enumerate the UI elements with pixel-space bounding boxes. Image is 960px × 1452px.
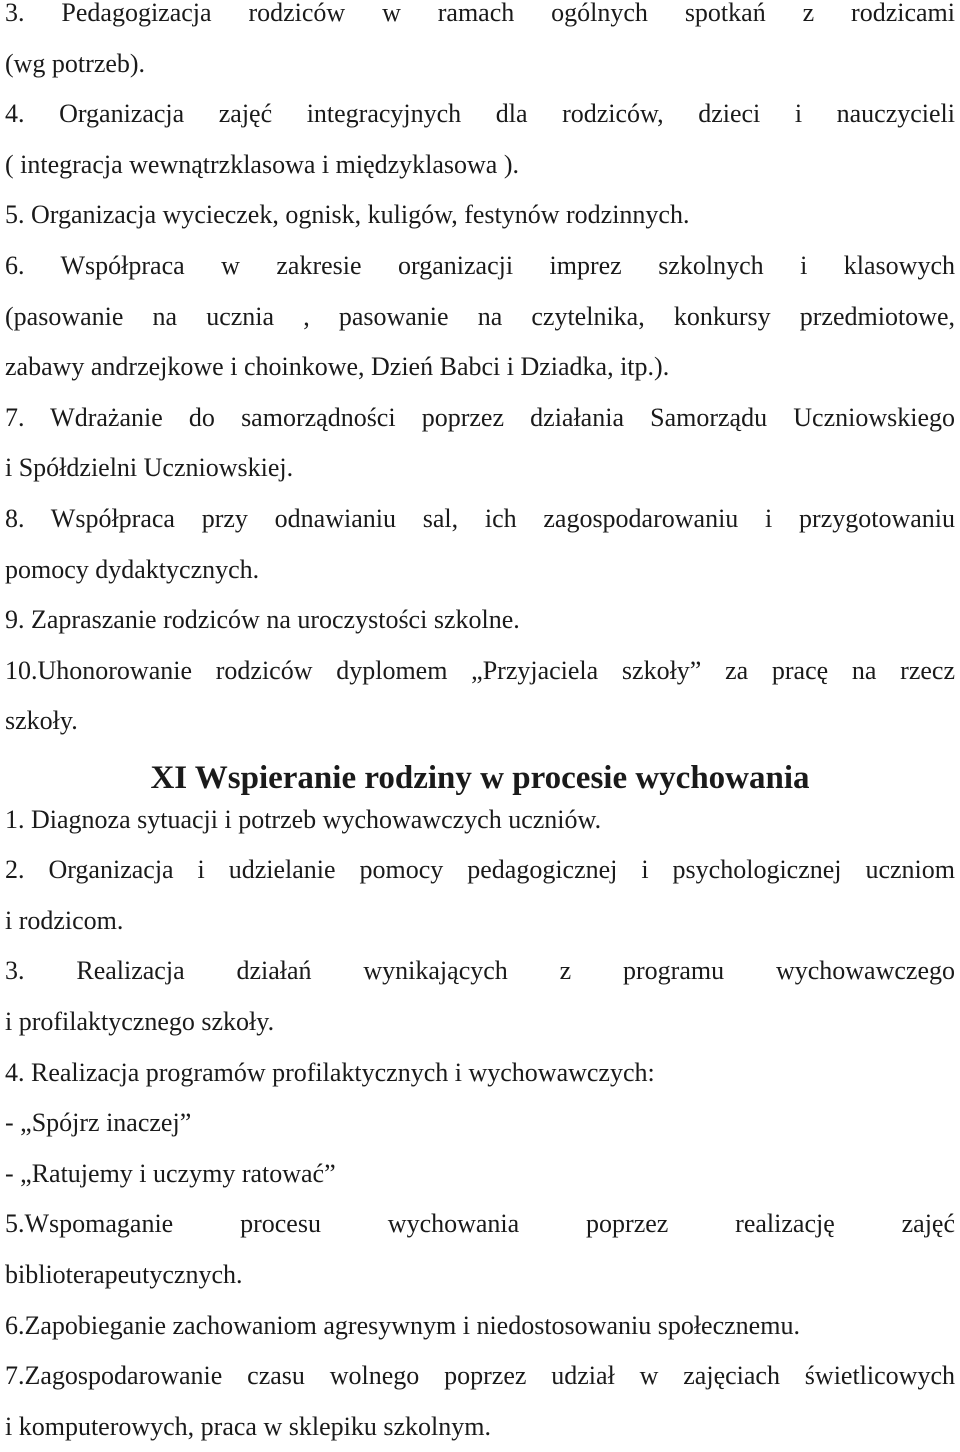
document-text-part-1	[5, 0, 955, 747]
text-line: 10.Uhonorowanie rodziców dyplomem „Przyjaciela szkoły” za pracę na rzecz	[5, 655, 955, 685]
text-line: - „Ratujemy i uczymy ratować”	[5, 1158, 336, 1188]
text-line: (pasowanie na ucznia , pasowanie na czytelnika, konkursy przedmiotowe,	[5, 301, 955, 331]
text-line: 7.Zagospodarowanie czasu wolnego poprzez udział w zajęciach świetlicowych	[5, 1361, 955, 1391]
text-line: 1. Diagnoza sytuacji i potrzeb wychowawczych uczniów.	[5, 804, 602, 834]
text-line: zabawy andrzejkowe i choinkowe, Dzień Babci i Dziadka, itp.).	[5, 352, 670, 382]
text-line: 7. Wdrażanie do samorządności poprzez działania Samorządu Uczniowskiego	[5, 402, 955, 432]
text-line: i rodzicom.	[5, 905, 124, 935]
document-text-part-2	[5, 795, 955, 1452]
text-line: i Spółdzielni Uczniowskiej.	[5, 453, 294, 483]
text-line: - „Spójrz inaczej”	[5, 1108, 192, 1138]
section-heading: XI Wspieranie rodziny w procesie wychowania	[150, 760, 810, 796]
text-line: 3. Pedagogizacja rodziców w ramach ogólnych spotkań z rodzicami	[5, 0, 955, 27]
text-line: 5.Wspomaganie procesu wychowania poprzez realizację zajęć	[5, 1209, 955, 1239]
text-line: biblioterapeutycznych.	[5, 1260, 243, 1290]
text-line: pomocy dydaktycznych.	[5, 554, 260, 584]
text-line: 3. Realizacja działań wynikających z programu wychowawczego	[5, 956, 955, 986]
text-line: 4. Organizacja zajęć integracyjnych dla rodziców, dzieci i nauczycieli	[5, 99, 955, 129]
text-line: i komputerowych, praca w sklepiku szkolnym.	[5, 1411, 491, 1441]
text-line: 8. Współpraca przy odnawianiu sal, ich zagospodarowaniu i przygotowaniu	[5, 503, 955, 533]
text-line: 9. Zapraszanie rodziców na uroczystości szkolne.	[5, 605, 520, 635]
text-line: szkoły.	[5, 706, 78, 736]
text-line: 6.Zapobieganie zachowaniom agresywnym i niedostosowaniu społecznemu.	[5, 1310, 800, 1340]
text-line: 2. Organizacja i udzielanie pomocy pedagogicznej i psychologicznej uczniom	[5, 855, 955, 885]
text-line: i profilaktycznego szkoły.	[5, 1007, 275, 1037]
text-line: 4. Realizacja programów profilaktycznych i wychowawczych:	[5, 1057, 655, 1087]
text-line: ( integracja wewnątrzklasowa i międzyklasowa ).	[5, 149, 520, 179]
text-line: 5. Organizacja wycieczek, ognisk, kuligów, festynów rodzinnych.	[5, 200, 690, 230]
text-line: 6. Współpraca w zakresie organizacji imprez szkolnych i klasowych	[5, 250, 955, 280]
text-line: (wg potrzeb).	[5, 48, 146, 78]
